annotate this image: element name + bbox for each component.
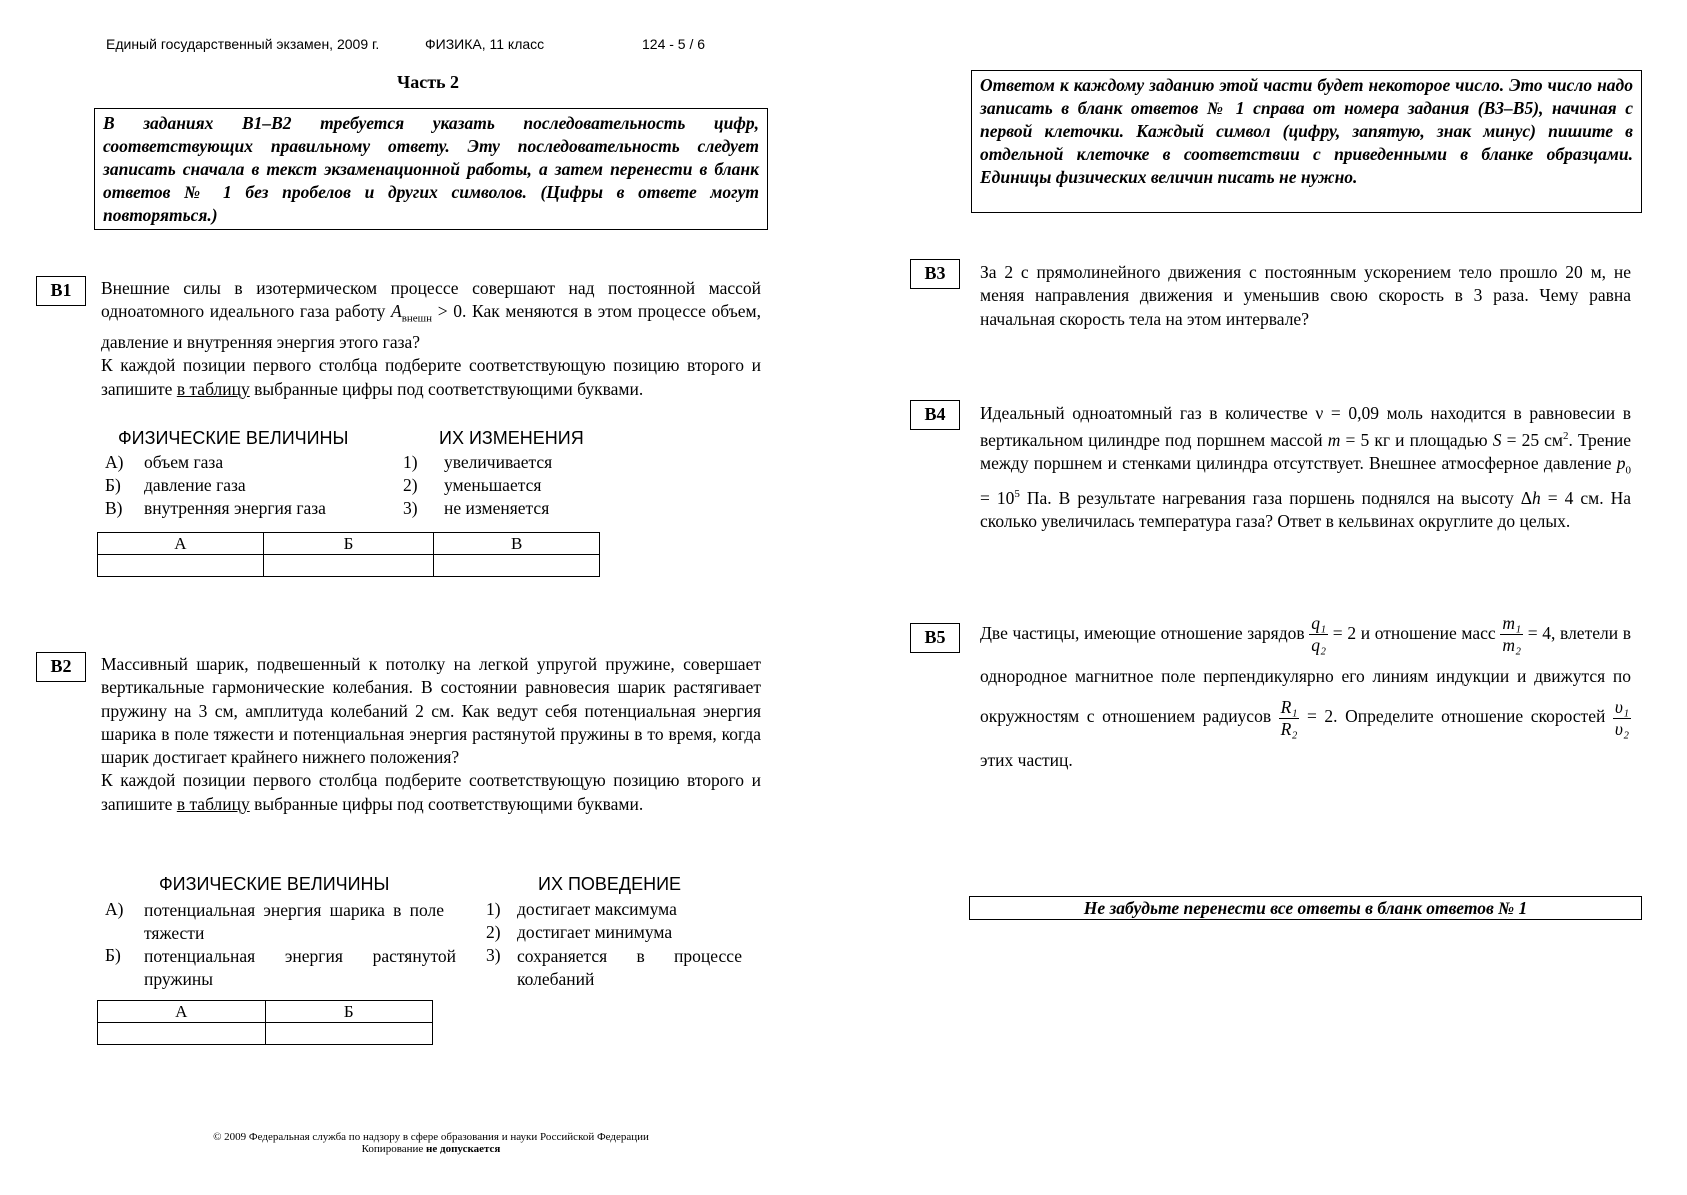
b1-instr-a: К каждой позиции первого столбца подберите соответствующую позицию второго и запишите [101,355,761,399]
b1-work-symbol: A [391,301,402,322]
b4-p-sub: 0 [1625,464,1632,477]
b1-right-text-3: не изменяется [444,498,550,518]
b1-text-a: Внешние силы в изотермическом процессе совершают над постоянной массой одноатомного идеального газа работу [101,278,761,322]
b5-t5: этих частиц. [980,749,1073,770]
question-b1-text [101,277,761,401]
b2-table-header-b: Б [265,1001,433,1023]
b1-right-text-1: увеличивается [444,452,553,472]
page-number: 124 - 5 / 6 [642,36,706,52]
b1-answer-cell-c[interactable] [434,555,600,577]
b2-left-key-b: Б) [105,945,121,965]
b1-left-text-c: внутренняя энергия газа [144,498,326,518]
b1-answer-cell-a[interactable] [98,555,264,577]
b1-left-text-b: давление газа [144,475,246,495]
question-b5-text [980,613,1631,780]
reminder-banner: Не забудьте перенести все ответы в бланк ответов № 1 [969,896,1642,920]
b2-col1-header: ФИЗИЧЕСКИЕ ВЕЛИЧИНЫ [159,874,390,894]
b1-right-text-2: уменьшается [444,475,542,495]
b2-right-key-2: 2) [486,922,501,942]
footer-line2-b: не допускается [426,1143,501,1155]
b2-left-text-a: потенциальная энергия шарика в поле тяжести [144,900,444,943]
b4-s-var: S [1492,430,1502,451]
b1-instr-b: выбранные цифры под соответствующими буквами. [254,378,644,399]
question-label-b3: B3 [910,259,960,289]
b4-t1: Идеальный одноатомный газ в количестве ν = 0,09 моль находится в равновесии в вертикальном цилиндре под поршнем массой [980,403,1631,451]
b2-left-text-b: потенциальная энергия растянутой пружины [144,946,456,989]
b1-col2-header: ИХ ИЗМЕНЕНИЯ [439,428,584,448]
b2-answer-table [97,1000,433,1045]
b4-t3-sup: 2 [1563,430,1569,443]
b5-t4: = 2. Определите отношение скоростей [1307,706,1606,727]
question-label-b2: B2 [36,652,86,682]
b2-right-text-1: достигает максимума [517,899,677,919]
b2-right-text-2: достигает минимума [517,922,673,942]
b1-table-header-a: А [98,533,264,555]
b5-mass-ratio: $\frac{\text{m₁}}{\text{m₂}}$ [1502,613,1522,656]
b2-instr-b: выбранные цифры под соответствующими буквами. [254,793,644,814]
b5-charge-ratio: $\frac{\text{q₁}}{\text{q₂}}$ [1311,613,1327,656]
b1-right-key-1: 1) [403,452,418,472]
b1-left-key-b: Б) [105,475,121,495]
b1-text-b: > 0. Как меняются в этом процессе объем, давление и внутренняя энергия этого газа? [101,301,761,353]
b5-velocity-ratio: $\frac{\text{υ₁}}{\text{υ₂}}$ [1614,696,1630,739]
footer-line2-a: Копирование [361,1143,424,1155]
instructions-b1-b2: В заданиях В1–В2 требуется указать последовательность цифр, соответствующих правильному ответу. Эту последовательность следует записать сначала в текст экзаменационной работы, а затем перенести в бланк ответов № 1 без пробелов и других символов. (Цифры в ответе могут повторяться.) [94,108,768,230]
b4-t5-sup: 5 [1014,488,1020,501]
b5-t2: = 2 и отношение масс [1332,623,1496,643]
instructions-b3-b5: Ответом к каждому заданию этой части будет некоторое число. Это число надо записать в бланк ответов № 1 справа от номера задания (В3–В5), начиная с первой клеточки. Каждый символ (цифру, запятую, знак минус) пишите в отдельной клеточке в соответствии с приведенными в бланке образцами. Единицы физических величин писать не нужно. [971,70,1642,213]
question-label-b1: B1 [36,276,86,306]
b1-left-key-a: А) [105,452,124,472]
b2-instr-link: в таблицу [176,793,250,814]
b4-p-var: p [1616,453,1626,474]
question-label-b5: B5 [910,623,960,653]
question-b4-text [980,402,1631,534]
b1-right-key-2: 2) [403,475,418,495]
b1-left-key-c: В) [105,498,123,518]
part-title: Часть 2 [397,72,460,92]
b4-m-var: m [1327,430,1341,451]
footer-line1: © 2009 Федеральная служба по надзору в сфере образования и науки Российской Федерации [213,1131,649,1143]
b1-table-header-c: В [434,533,600,555]
b2-text: Массивный шарик, подвешенный к потолку на легкой упругой пружине, совершает вертикальные гармонические колебания. В состоянии равновесия шарик растягивает пружину на 3 см, амплитуда колебаний 2 см. Как ведут себя потенциальная энергия шарика в поле тяжести и потенциальная энергия растянутой пружины в то время, когда шарик достигает крайнего нижнего положения? [101,654,761,768]
subject-title: ФИЗИКА, 11 класс [425,36,545,52]
b2-answer-cell-b[interactable] [265,1023,433,1045]
b1-work-sub: внешн [401,312,433,325]
b5-t3: = 4, влетели в однородное магнитное поле перпендикулярно его линиям индукции и движутся по окружностям с отношением радиусов [980,623,1631,727]
b2-right-key-1: 1) [486,899,501,919]
b2-right-text-3: сохраняется в процессе колебаний [517,946,742,989]
exam-title: Единый государственный экзамен, 2009 г. [106,36,380,52]
b5-t1: Две частицы, имеющие отношение зарядов [980,623,1305,643]
b1-col1-header: ФИЗИЧЕСКИЕ ВЕЛИЧИНЫ [118,428,349,448]
footer-copyright [131,1131,731,1155]
b1-answer-cell-b[interactable] [263,555,434,577]
b2-instr-a: К каждой позиции первого столбца подберите соответствующую позицию второго и запишите [101,770,761,814]
b2-col2-header: ИХ ПОВЕДЕНИЕ [538,874,682,894]
b4-t6: Па. В результате нагревания газа поршень поднялся на высоту Δ [1026,488,1533,509]
b4-t2: = 5 кг и площадью [1345,430,1488,451]
b4-h-var: h [1532,488,1541,509]
b4-t3: = 25 см [1506,430,1564,451]
question-label-b4: B4 [910,400,960,430]
b1-left-text-a: объем газа [144,452,224,472]
b4-t4: . Трение между поршнем и стенками цилиндра отсутствует. Внешнее атмосферное давление [980,430,1632,474]
b2-right-key-3: 3) [486,945,501,965]
b2-left-key-a: А) [105,899,124,919]
question-b2-text [101,653,761,816]
b4-t7: = 4 см. На сколько увеличилась температура газа? Ответ в кельвинах округлите до целых. [980,488,1631,532]
b1-table-header-b: Б [263,533,434,555]
b5-radius-ratio: $\frac{\text{R₁}}{\text{R₂}}$ [1280,696,1298,739]
b4-t5: = 10 [980,488,1015,509]
b1-answer-table [97,532,600,577]
b1-right-key-3: 3) [403,498,418,518]
b2-answer-cell-a[interactable] [98,1023,266,1045]
b1-instr-link: в таблицу [176,378,250,399]
question-b3-text: За 2 с прямолинейного движения с постоянным ускорением тело прошло 20 м, не меняя направления движения и уменьшив свою скорость в 3 раза. Чему равна начальная скорость тела на этом интервале? [980,262,1631,329]
b2-table-header-a: А [98,1001,266,1023]
